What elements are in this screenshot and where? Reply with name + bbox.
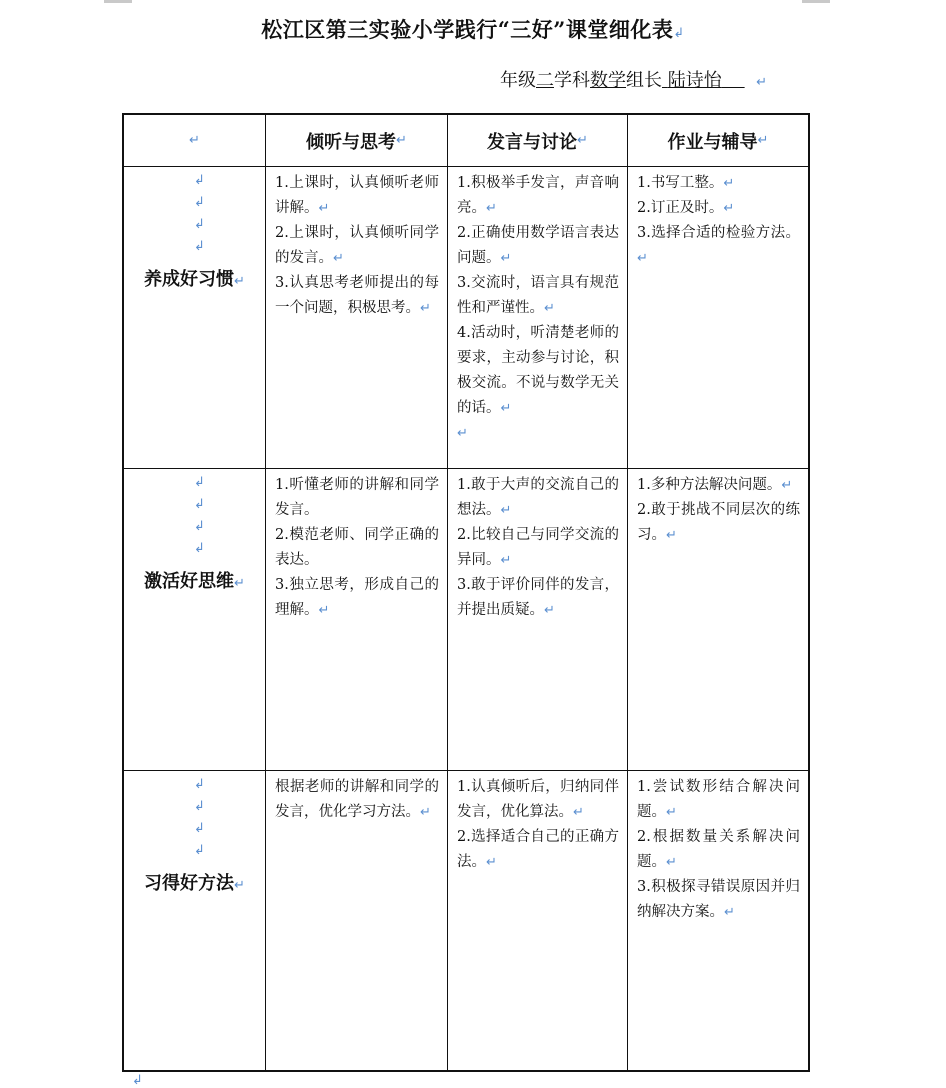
- grade-label: 年级: [500, 70, 536, 91]
- header-cell-listen: 倾听与思考 ↵: [266, 115, 448, 167]
- row-header-habits: [124, 167, 266, 469]
- cell-line: 3.积极探寻错误原因并归纳解决方案。↵: [637, 879, 800, 920]
- paragraph-mark-icon: ↵: [189, 133, 200, 148]
- row-label: 养成好习惯↵: [144, 269, 245, 290]
- table-cell: [628, 469, 808, 771]
- page-corner-mark-right: [802, 0, 830, 3]
- paragraph-mark-icon: ↵: [756, 75, 767, 90]
- cell-line: 根据老师的讲解和同学的发言，优化学习方法。↵: [275, 779, 439, 820]
- cell-line: 2.根据数量关系解决问题。↵: [637, 829, 800, 870]
- cell-line: 2.比较自己与同学交流的异同。↵: [457, 527, 619, 568]
- table-cell: [448, 167, 628, 469]
- cell-line: 2.选择适合自己的正确方法。↵: [457, 829, 619, 870]
- table-cell: [266, 167, 448, 469]
- return-arrow-icon: ↲: [194, 475, 205, 490]
- subject-label: 学科: [554, 70, 590, 91]
- page-title: 松江区第三实验小学践行“三好”课堂细化表↲: [261, 17, 685, 42]
- table-cell: [448, 771, 628, 1070]
- table-cell: [628, 167, 808, 469]
- cell-line: 1.尝试数形结合解决问题。↵: [637, 779, 800, 820]
- arrow-marks: [194, 475, 205, 556]
- paragraph-mark-icon: ↵: [396, 133, 407, 148]
- row-header-methods: [124, 771, 266, 1070]
- return-arrow-icon: ↲: [194, 195, 205, 210]
- cell-line: 1.听懂老师的讲解和同学发言。: [275, 477, 439, 518]
- return-arrow-icon: ↲: [194, 821, 205, 836]
- paragraph-mark-icon: ↵: [757, 133, 769, 148]
- row-header-thinking: [124, 469, 266, 771]
- grade-value: 二: [536, 70, 554, 91]
- row-label: 习得好方法↵: [144, 873, 245, 894]
- paragraph-mark-icon: ↲: [132, 1073, 143, 1088]
- return-arrow-icon: ↲: [194, 519, 205, 534]
- return-arrow-icon: ↲: [194, 497, 205, 512]
- cell-line: 3.认真思考老师提出的每一个问题，积极思考。↵: [275, 275, 439, 316]
- leader-value: 陆诗怡: [667, 70, 722, 91]
- cell-line: 2.模范老师、同学正确的表达。: [275, 527, 439, 568]
- paragraph-mark-icon: ↲: [673, 26, 685, 41]
- cell-line: 2.上课时，认真倾听同学的发言。↵: [275, 225, 439, 266]
- cell-line: 3.交流时，语言具有规范性和严谨性。↵: [457, 275, 619, 316]
- detail-table: [122, 113, 810, 1072]
- table-cell: [448, 469, 628, 771]
- table-cell: [266, 469, 448, 771]
- cell-line: 4.活动时，听清楚老师的要求，主动参与讨论，积极交流。不说与数学无关的话。↵: [457, 325, 619, 416]
- arrow-marks: [194, 777, 205, 858]
- return-arrow-icon: ↲: [194, 799, 205, 814]
- header-cell-blank: [124, 115, 266, 167]
- table-cell: [266, 771, 448, 1070]
- cell-line: 3.敢于评价同伴的发言，并提出质疑。↵: [457, 577, 619, 618]
- cell-line: 1.书写工整。↵: [637, 175, 735, 191]
- paragraph-mark-icon: ↵: [577, 133, 588, 148]
- header-cell-speak: 发言与讨论 ↵: [448, 115, 628, 167]
- return-arrow-icon: ↲: [194, 173, 205, 188]
- arrow-marks: [194, 173, 205, 254]
- return-arrow-icon: ↲: [194, 843, 205, 858]
- cell-line: 1.认真倾听后，归纳同伴发言，优化算法。↵: [457, 779, 619, 820]
- return-arrow-icon: ↲: [194, 217, 205, 232]
- subject-value: 数学: [590, 70, 626, 91]
- cell-line: 1.积极举手发言，声音响亮。↵: [457, 175, 619, 216]
- cell-line: 2.订正及时。↵: [637, 200, 735, 216]
- cell-line: ↵: [457, 426, 468, 441]
- cell-line: 3.独立思考，形成自己的理解。↵: [275, 577, 439, 618]
- cell-line: 2.正确使用数学语言表达问题。↵: [457, 225, 619, 266]
- cell-line: 1.上课时，认真倾听老师讲解。↵: [275, 175, 439, 216]
- cell-line: 1.多种方法解决问题。↵: [637, 477, 793, 493]
- return-arrow-icon: ↲: [194, 777, 205, 792]
- return-arrow-icon: ↲: [194, 541, 205, 556]
- document-meta-line: [500, 66, 767, 92]
- return-arrow-icon: ↲: [194, 239, 205, 254]
- page-corner-mark-left: [104, 0, 132, 3]
- row-label: 激活好思维↵: [144, 571, 245, 592]
- cell-line: 2.敢于挑战不同层次的练习。↵: [637, 502, 800, 543]
- cell-line: 3.选择合适的检验方法。↵: [637, 225, 800, 266]
- table-cell: [628, 771, 808, 1070]
- leader-label: 组长: [626, 70, 662, 91]
- cell-line: 1.敢于大声的交流自己的想法。↵: [457, 477, 619, 518]
- header-cell-homework: 作业与辅导 ↵: [628, 115, 808, 167]
